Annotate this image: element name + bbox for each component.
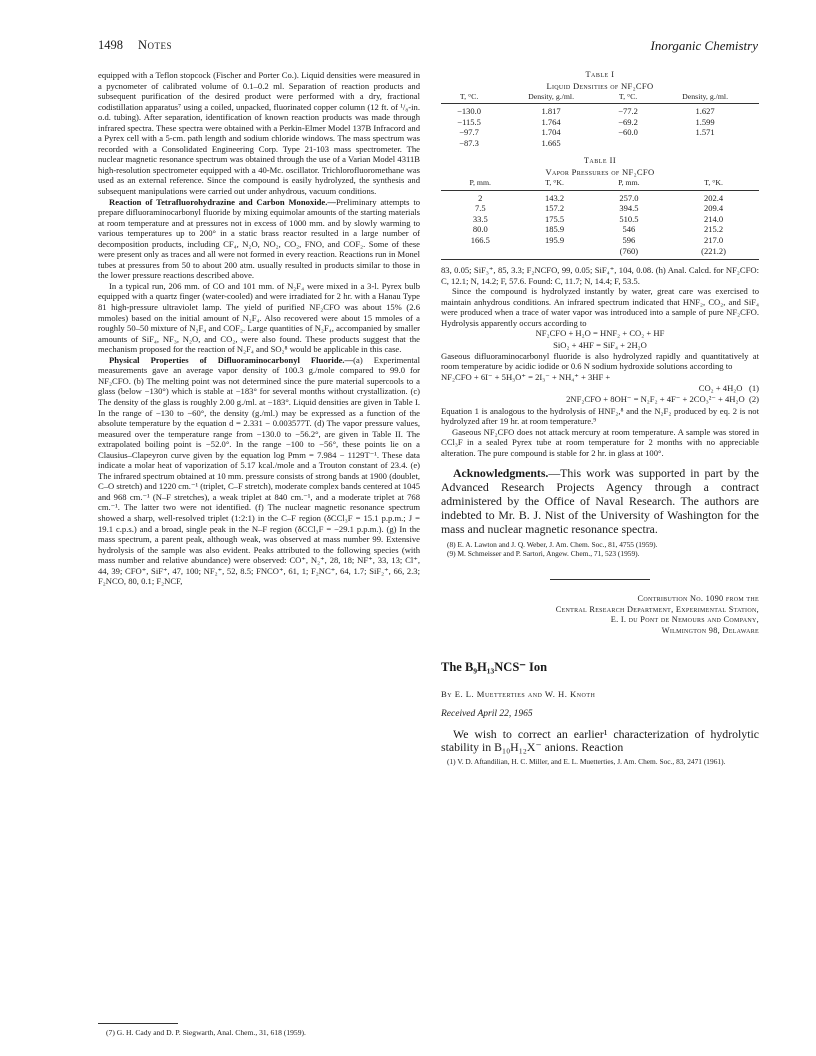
equation-1-text-cont: CO₂ + 4H₂O: [698, 383, 743, 394]
table-cell: [441, 246, 520, 260]
table-row: [441, 235, 759, 246]
table-cell: (221.2): [668, 246, 759, 260]
table-cell: −97.7: [459, 127, 479, 138]
table-cell: 7.5: [474, 203, 486, 214]
paragraph-mercury: Gaseous NF₂CFO does not attack mercury at room temperature. A sample was stored in CCl₃F in a sealed Pyrex tube at room temperature for 2 months with no appreciable alteration. The pure compound is stable for 2 hr. in glass at 100°.: [441, 426, 759, 458]
table1: [441, 92, 759, 149]
table-cell: [520, 246, 590, 260]
paragraph-mass-spec-continued: 83, 0.05; SiF₃⁺, 85, 3.3; F₂NCFO, 99, 0.05; SiF₄⁺, 104, 0.08. (h) Anal. Calcd. for NF₂CFO: C, 12.1; N, 14.2; F, 57.6. Found: C, 11.7; N, 14.4; F, 53.5.: [441, 265, 759, 286]
contribution-line-4: Wilmington 98, Delaware: [661, 625, 759, 635]
paragraph-typical-run: In a typical run, 206 mm. of CO and 101 mm. of N₂F₄ were mixed in a 3-l. Pyrex bulb equipped with a quartz finger (water-cooled) and were irradiated for 2 hr. with a Hanau Type 81 high-pressure ultraviolet lamp. The yield of purified NF₂CFO was about 15% (2.6 mmoles) based on the initial amount of N₂F₄. Also recovered were about 15 mmoles of a roughly 50–50 mixture of N₂F₄ and COF₂. Large quantities of N₂F₄, accompanied by smaller amounts of SiF₄, NF₃, N₂O, and CO₂, were also found. These products suggest that the mechanism proposed for the reaction of N₂F₄ and SO₂⁸ would be applicable in this case.: [98, 280, 420, 355]
table1-header: T, °C.: [605, 92, 651, 104]
table-cell: 596: [622, 234, 636, 245]
runin-heading-physical: Physical Properties of Difluoraminocarbonyl Fluoride.—: [109, 354, 354, 365]
table-row: [441, 190, 759, 203]
table-cell: 166.5: [470, 234, 490, 245]
right-column: [441, 70, 759, 767]
table2-header: P, mm.: [590, 178, 669, 190]
table-cell: 1.599: [695, 116, 715, 127]
table-row: [441, 224, 759, 235]
table-cell: 143.2: [545, 192, 565, 203]
table-cell: 257.0: [619, 192, 639, 203]
contribution-line-3: E. I. du Pont de Nemours and Company,: [610, 615, 759, 625]
table-cell: 1.627: [695, 106, 715, 117]
byline: By E. L. Muetterties and W. H. Knoth: [441, 688, 596, 699]
table1-caption: Liquid Densities of NF₂CFO: [546, 80, 654, 91]
received-date: Received April 22, 1965: [441, 708, 533, 719]
table-row: [441, 246, 759, 260]
table-cell: 185.9: [545, 224, 565, 235]
equation-1-line-1: [441, 372, 759, 383]
table-cell: −87.3: [459, 137, 479, 148]
equation-hydrolysis-b: SiO₂ + 4HF = SiF₄ + 2H₂O: [553, 339, 647, 350]
table-cell: 1.764: [541, 116, 561, 127]
acknowledgments-body: —This work was supported in part by the Advanced Research Projects Agency through a contract administered by the Office of Naval Research. The authors are indebted to Mr. B. J. Nist of the University of Washington for the mass and nuclear magnetic resonance spectra.: [441, 466, 759, 536]
table-cell: 80.0: [472, 224, 488, 235]
table-cell: 2: [478, 192, 483, 203]
reference-1: (1) V. D. Aftandilian, H. C. Miller, and E. L. Muetterties, J. Am. Chem. Soc., 83, 2471 (1961).: [447, 757, 726, 767]
table-cell: 546: [622, 224, 636, 235]
equation-1-line-2: [441, 383, 759, 394]
reference-8: (8) E. A. Lawton and J. Q. Weber, J. Am. Chem. Soc., 81, 4755 (1959).: [447, 539, 658, 549]
table2-header: T, °K.: [668, 178, 759, 190]
table-cell: 214.0: [704, 213, 724, 224]
equation-2-number: (2): [748, 394, 759, 405]
table2-header: P, mm.: [441, 178, 520, 190]
table-row: [441, 203, 759, 214]
table-cell: 175.5: [545, 213, 565, 224]
table1-number: Table I: [585, 70, 615, 79]
page-header: [98, 38, 758, 54]
paragraph-physical-properties: [98, 355, 420, 587]
table-cell: 1.571: [695, 127, 715, 138]
references-1: [441, 757, 759, 766]
equation-2-text: 2NF₂CFO + 8OH⁻ = N₂F₂ + 4F⁻ + 2CO₃²⁻ + 4H₂O: [566, 394, 745, 405]
table1-header: Density, g./ml.: [651, 92, 759, 104]
left-column: [98, 70, 420, 587]
article-title: The B₉H₁₃NCS⁻ Ion: [441, 659, 548, 674]
paragraph-methods: equipped with a Teflon stopcock (Fischer and Porter Co.). Liquid densities were measured in a pycnometer of calibrated volume of 0.1–0.2 ml. Separation of reaction products and subsequent purification of the desired product were performed with a dry, fractional codistillation apparatus⁷ using a coiled, unpacked, fluorinated copper column (12 ft. of ¹/₈-in. o.d. tubing). After separation, identification of known reaction products was made through infrared spectra. These spectra were obtained with a Perkin-Elmer Model 137B Infracord and a Pyrex cell with a 5-cm. path length and sodium chloride windows. The mass spectrum was recorded with a Consolidated Engineering Corp. Type 21-103 mass spectrometer. The nuclear magnetic resonance spectrum was obtained through the use of a Varian Model 4311B high-resolution spectrometer equipped with a 40-Mc. oscillator. Trichlorofluoromethane was used as an external reference. Since the compound is easily hydrolyzed, the synthesis and subsequent manipulations were carried out under anhydrous, vacuum conditions.: [98, 70, 420, 197]
footnote-rule: [98, 1023, 178, 1024]
journal-name: Inorganic Chemistry: [650, 38, 758, 53]
equation-hydrolysis-a: NF₂CFO + H₂O = HNF₂ + CO₂ + HF: [535, 328, 665, 339]
table-cell: 394.5: [619, 203, 639, 214]
table-cell: 215.2: [704, 224, 724, 235]
table-row: [441, 117, 759, 128]
table-cell: 202.4: [704, 192, 724, 203]
section-name: Notes: [138, 38, 173, 52]
table2-number: Table II: [583, 156, 617, 166]
table2: [441, 178, 759, 260]
table1-header: Density, g./ml.: [497, 92, 605, 104]
table-row: [441, 214, 759, 225]
table-cell: 195.9: [545, 234, 565, 245]
references-8-9: [441, 540, 759, 558]
table-cell: [605, 138, 651, 149]
paragraph-hydrolysis: Since the compound is hydrolyzed instantly by water, great care was exercised to maintain anhydrous conditions. An infrared spectrum indicated that HNF₂, CO₂, and SiF₄ were produced when a trace of water vapor was introduced into a sample of pure NF₂CFO. Hydrolysis apparently occurs according to: [441, 286, 759, 328]
table-row: [441, 138, 759, 149]
reference-9: (9) M. Schmeisser and P. Sartori, Angew. Chem., 71, 523 (1959).: [447, 548, 640, 558]
table-cell: 510.5: [619, 213, 639, 224]
table2-header: T, °K.: [520, 178, 590, 190]
paragraph-reaction: [98, 197, 420, 281]
table-cell: 1.665: [541, 137, 561, 148]
runin-heading-reaction: Reaction of Tetrafluorohydrazine and Carbon Monoxide.—: [109, 196, 336, 207]
equation-2: [441, 394, 759, 405]
paragraph-equation-note: Equation 1 is analogous to the hydrolysis of HNF₂,⁸ and the N₂F₂ produced by eq. 2 is not hydrolyzed after 19 hr. at room temperature.⁹: [441, 405, 759, 427]
paragraph-reaction-body: Preliminary attempts to prepare difluoraminocarbonyl fluoride by mixing equimolar amounts of the starting materials at room temperature and at pressures not in excess of 1000 mm. and by slowly warming to various temperatures up to 200° in a static brass reactor resulted in a large number of decomposition products, including CF₄, N₂O, NO₂, CO₂, FNO, and COF₂. Some of these were present only as traces and all were not formed in every reaction. Reactions run in Monel tubes at pressures from 50 to about 200 atm. usually resulted in products similar to those in the lower pressure reactions described above.: [98, 196, 420, 281]
table2-caption: Vapor Pressures of NF₂CFO: [545, 166, 655, 177]
table-cell: 33.5: [472, 213, 488, 224]
table-cell: −77.2: [618, 106, 638, 117]
equation-1-text: NF₂CFO + 6I⁻ + 5H₃O⁺ = 2I₃⁻ + NH₄⁺ + 3HF +: [441, 371, 611, 382]
contribution-line-2: Central Research Department, Experimental Station,: [555, 604, 759, 614]
table-cell: −130.0: [457, 106, 482, 117]
table-cell: 217.0: [704, 234, 724, 245]
paragraph-physical-body: (a) Experimental measurements gave an average vapor density of 100.3 g./mole compared to 99.0 for NF₂CFO. (b) The melting point was not determined since the pure material supercools to a glass (below −130°) which is stable at −183° for several months without crystallization. (c) The density of the glass is roughly 2.00 g./ml. at −183°. Liquid densities are given in Table I. In the range of −130 to −60°, the density (g./ml.) may be expressed as a function of the absolute temperature by the equation d = 2.331 − 0.003577T. (d) The vapor pressure values, measured over the temperature range from −130.0 to −56.2°, are given in Table II. The extrapolated boiling point is −52.0°. In the range −100 to −56°, these points lie on a Clausius–Clapeyron curve given by the equation log Pmm = 7.984 − 1129T⁻¹. These data indicate a molar heat of vaporization of 5.17 kcal./mole and a Trouton constant of 23.4. (e) The infrared spectrum obtained at 10 mm. pressure consists of strong bands at 1900 (doublet, C–O stretch) and 1220 cm.⁻¹ (triplet, C–F stretch), moderate complex bands centered at 1045 and 968 cm.⁻¹ (N–F stretches), a weak triplet at 840 cm.⁻¹, and a moderate triplet at 768 cm.⁻¹. The latter two were not identified. (f) The nuclear magnetic resonance spectrum showed a sharp, well-resolved triplet (1:2:1) in the C–F region (δCCl₃F = 15.1 p.p.m.; J = 19.1 c.p.s.) and a broad, single peak in the N–F region (δCCl₃F = −29.1 p.p.m.). (g) In the mass spectrum, a parent peak, although weak, was observed at mass number 99. Extensive hydrolysis of the sample was also evident. Peaks attributed to the following species (with mass number and relative abundance) were observed: CO⁺, N₂⁺, 28, 18; NF⁺, 33, 13; Cl⁺, 44, 39; CFO⁺, SiF⁺, 47, 100; NF₂⁺, 52, 8.5; FNCO⁺, 61, 1; F₂NC⁺, 64, 1.7; SiF₂⁺, 66, 2.3; F₂NCO, 80, 0.1; F₂NCF,: [98, 354, 420, 587]
table-cell: −115.5: [457, 116, 481, 127]
table-cell: −69.2: [618, 116, 638, 127]
table-cell: −60.0: [618, 127, 638, 138]
footnote-7: (7) G. H. Cady and D. P. Siegwarth, Anal. Chem., 31, 618 (1959).: [106, 1028, 306, 1037]
acknowledgments-heading: Acknowledgments.: [453, 466, 549, 481]
page-number: 1498: [98, 38, 123, 52]
equation-1-number: (1): [748, 383, 759, 394]
table-cell: [651, 138, 759, 149]
paragraph-intro: We wish to correct an earlier¹ characterization of hydrolytic stability in B₁₀H₁₂X⁻ anions. Reaction: [441, 726, 759, 755]
table-cell: 209.4: [704, 203, 724, 214]
contribution-line-1: Contribution No. 1090 from the: [637, 594, 759, 604]
paragraph-iodide: Gaseous difluoraminocarbonyl fluoride is also hydrolyzed rapidly and quantitatively at room temperature by acidic iodide or 0.6 N sodium hydroxide solutions according to: [441, 350, 759, 372]
table-cell: 1.704: [541, 127, 561, 138]
table-row: [441, 127, 759, 138]
acknowledgments: [441, 467, 759, 537]
table-row: [441, 104, 759, 117]
table1-header: T, °C.: [441, 92, 497, 104]
table-cell: 157.2: [545, 203, 565, 214]
table-cell: (760): [590, 246, 669, 260]
table-cell: 1.817: [541, 106, 561, 117]
